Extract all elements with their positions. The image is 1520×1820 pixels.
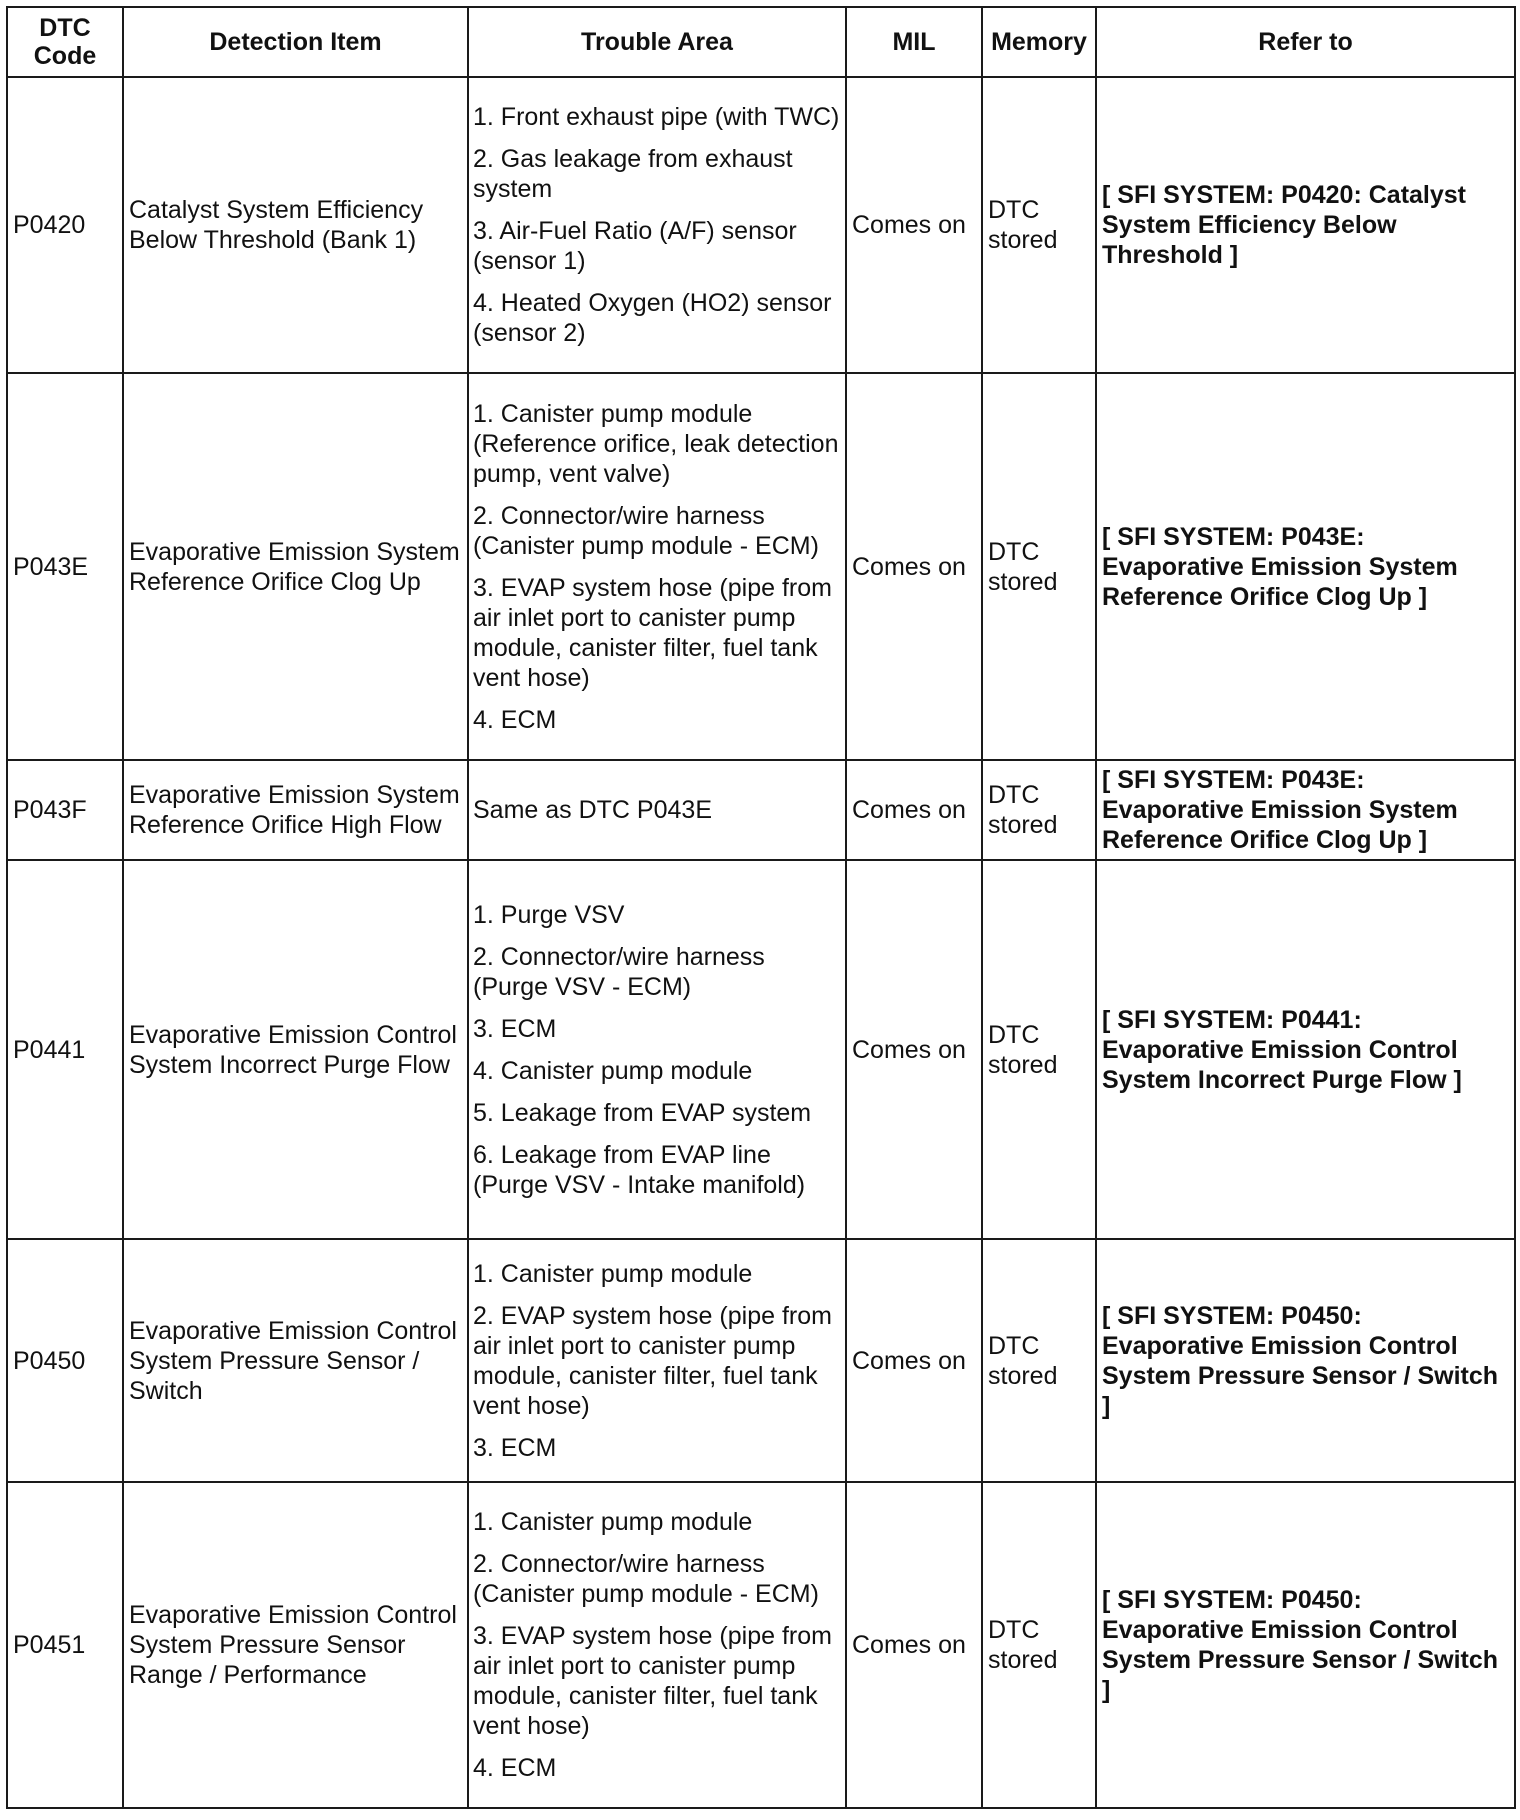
dtc-table-page [6,6,1514,1809]
memory-cell: DTC stored [982,760,1096,860]
trouble-area-item: 2. Connector/wire harness (Canister pump module - ECM) [473,1550,819,1608]
detection-item-cell: Evaporative Emission Control System Pressure Sensor / Switch [123,1239,468,1482]
trouble-area-item: 4. ECM [473,1754,557,1782]
header-mil: MIL [846,7,982,77]
table-row [7,1482,1515,1808]
dtc-table [6,6,1516,1809]
refer-to-cell: [ SFI SYSTEM: P043E: Evaporative Emission System Reference Orifice Clog Up ] [1096,760,1515,860]
table-row [7,1239,1515,1482]
mil-cell: Comes on [846,860,982,1239]
detection-item-cell: Catalyst System Efficiency Below Threshold (Bank 1) [123,77,468,373]
trouble-area-cell [468,1482,846,1808]
trouble-area-cell [468,760,846,860]
trouble-area-item: 3. Air-Fuel Ratio (A/F) sensor (sensor 1) [473,217,797,275]
trouble-area-item: 4. Heated Oxygen (HO2) sensor (sensor 2) [473,289,832,347]
dtc-code-cell: P0451 [7,1482,123,1808]
refer-to-cell: [ SFI SYSTEM: P0420: Catalyst System Efficiency Below Threshold ] [1096,77,1515,373]
refer-to-cell: [ SFI SYSTEM: P0450: Evaporative Emission Control System Pressure Sensor / Switch ] [1096,1239,1515,1482]
trouble-area-item: 3. ECM [473,1433,557,1462]
detection-item-cell: Evaporative Emission Control System Pressure Sensor Range / Performance [123,1482,468,1808]
header-trouble-area: Trouble Area [468,7,846,77]
trouble-area-item: 4. Canister pump module [473,1056,753,1085]
header-memory: Memory [982,7,1096,77]
table-row [7,77,1515,373]
trouble-area-item: 1. Canister pump module [473,1508,753,1536]
trouble-area-item: 4. ECM [473,705,557,734]
table-row [7,860,1515,1239]
trouble-area-cell [468,860,846,1239]
trouble-area-item: 1. Canister pump module (Reference orifice, leak detection pump, vent valve) [473,399,839,488]
mil-cell: Comes on [846,373,982,760]
dtc-code-cell: P0450 [7,1239,123,1482]
memory-cell: DTC stored [982,373,1096,760]
table-row [7,760,1515,860]
dtc-code-cell: P0441 [7,860,123,1239]
memory-cell: DTC stored [982,77,1096,373]
trouble-area-cell [468,373,846,760]
trouble-area-item: 3. EVAP system hose (pipe from air inlet port to canister pump module, canister filter, fuel tank vent hose) [473,1622,832,1740]
trouble-area-cell [468,1239,846,1482]
header-dtc-code-line2: Code [33,42,97,70]
header-dtc-code [7,7,123,77]
header-dtc-code-line1: DTC [39,14,91,42]
mil-cell: Comes on [846,760,982,860]
trouble-area-item: 3. ECM [473,1014,557,1043]
detection-item-cell: Evaporative Emission System Reference Orifice Clog Up [123,373,468,760]
trouble-area-item: 2. Gas leakage from exhaust system [473,145,793,203]
trouble-area-item: 2. Connector/wire harness (Purge VSV - ECM) [473,942,765,1001]
trouble-area-item: 5. Leakage from EVAP system [473,1098,812,1127]
header-refer-to: Refer to [1096,7,1515,77]
mil-cell: Comes on [846,1482,982,1808]
trouble-area-item: 2. Connector/wire harness (Canister pump module - ECM) [473,501,819,560]
detection-item-cell: Evaporative Emission System Reference Orifice High Flow [123,760,468,860]
mil-cell: Comes on [846,1239,982,1482]
detection-item-cell: Evaporative Emission Control System Incorrect Purge Flow [123,860,468,1239]
trouble-area-item: Same as DTC P043E [473,796,712,824]
trouble-area-cell [468,77,846,373]
trouble-area-item: 3. EVAP system hose (pipe from air inlet port to canister pump module, canister filter, fuel tank vent hose) [473,573,832,692]
table-header-row [7,7,1515,77]
refer-to-cell: [ SFI SYSTEM: P043E: Evaporative Emission System Reference Orifice Clog Up ] [1096,373,1515,760]
mil-cell: Comes on [846,77,982,373]
trouble-area-item: 1. Purge VSV [473,900,625,929]
dtc-code-cell: P0420 [7,77,123,373]
dtc-code-cell: P043F [7,760,123,860]
refer-to-cell: [ SFI SYSTEM: P0450: Evaporative Emission Control System Pressure Sensor / Switch ] [1096,1482,1515,1808]
memory-cell: DTC stored [982,1482,1096,1808]
memory-cell: DTC stored [982,860,1096,1239]
table-row [7,373,1515,760]
refer-to-cell: [ SFI SYSTEM: P0441: Evaporative Emission Control System Incorrect Purge Flow ] [1096,860,1515,1239]
memory-cell: DTC stored [982,1239,1096,1482]
trouble-area-item: 2. EVAP system hose (pipe from air inlet port to canister pump module, canister filter, fuel tank vent hose) [473,1301,832,1420]
table-body [7,77,1515,1808]
trouble-area-item: 6. Leakage from EVAP line (Purge VSV - Intake manifold) [473,1140,806,1199]
trouble-area-item: 1. Front exhaust pipe (with TWC) [473,103,840,131]
header-detection-item: Detection Item [123,7,468,77]
trouble-area-item: 1. Canister pump module [473,1259,753,1288]
dtc-code-cell: P043E [7,373,123,760]
